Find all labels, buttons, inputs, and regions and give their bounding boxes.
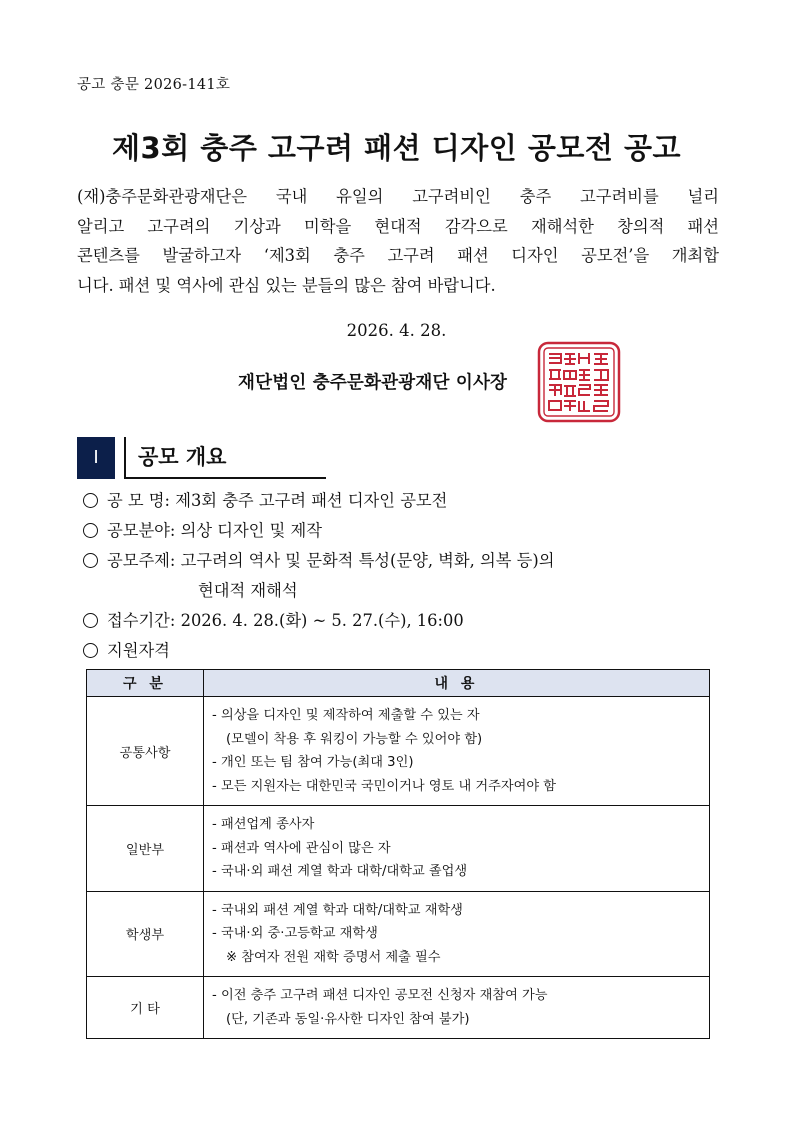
content-line: - 국내·외 패션 계열 학과 대학/대학교 졸업생 bbox=[212, 864, 468, 879]
section-title: 공모 개요 bbox=[138, 445, 227, 469]
item-label: 공 모 명 bbox=[107, 491, 165, 510]
content-line: - 국내·외 중·고등학교 재학생 bbox=[212, 926, 378, 941]
row-content bbox=[204, 891, 710, 977]
circle-bullet-icon bbox=[83, 493, 98, 508]
content-line: - 패션과 역사에 관심이 많은 자 bbox=[212, 840, 391, 856]
row-category: 학생부 bbox=[87, 891, 204, 977]
official-seal-icon bbox=[537, 341, 621, 423]
item-label: 접수기간 bbox=[107, 611, 170, 630]
section-underline bbox=[124, 477, 326, 479]
issuer-name: 재단법인 충주문화관광재단 이사장 bbox=[238, 373, 508, 393]
table-header-row bbox=[87, 670, 710, 697]
table-row bbox=[87, 891, 710, 977]
list-item: 공 모 명: 제3회 충주 고구려 패션 디자인 공모전 bbox=[83, 486, 723, 516]
table-row bbox=[87, 977, 710, 1039]
item-value: 제3회 충주 고구려 패션 디자인 공모전 bbox=[175, 491, 448, 510]
item-value: 고구려의 역사 및 문화적 특성(문양, 벽화, 의복 등)의 bbox=[180, 551, 555, 570]
row-content bbox=[204, 697, 710, 806]
content-line: - 의상을 디자인 및 제작하여 제출할 수 있는 자 bbox=[212, 708, 480, 723]
circle-bullet-icon bbox=[83, 643, 98, 658]
list-item bbox=[83, 636, 723, 666]
item-value: 2026. 4. 28.(화) ~ 5. 27.(수), 16:00 bbox=[180, 611, 464, 630]
intro-paragraph bbox=[77, 182, 719, 300]
content-line: - 이전 충주 고구려 패션 디자인 공모전 신청자 재참여 가능 bbox=[212, 988, 548, 1003]
table-row bbox=[87, 806, 710, 892]
row-content bbox=[204, 806, 710, 892]
circle-bullet-icon bbox=[83, 523, 98, 538]
row-category: 일반부 bbox=[87, 806, 204, 892]
list-item: 공모분야: 의상 디자인 및 제작 bbox=[83, 516, 723, 546]
item-value: 의상 디자인 및 제작 bbox=[180, 521, 322, 540]
content-line: - 패션업계 종사자 bbox=[212, 817, 315, 832]
content-line: ※ 참여자 전원 재학 증명서 제출 필수 bbox=[226, 949, 441, 965]
item-value: 현대적 재해석 bbox=[198, 581, 298, 600]
row-category: 공통사항 bbox=[87, 697, 204, 806]
intro-line: (재)충주문화관광재단은 국내 유일의 고구려비인 충주 고구려비를 널리 bbox=[77, 187, 719, 206]
list-item: 접수기간: 2026. 4. 28.(화) ~ 5. 27.(수), 16:00 bbox=[83, 606, 723, 636]
page-title: 제3회 충주 고구려 패션 디자인 공모전 공고 bbox=[112, 131, 681, 165]
circle-bullet-icon bbox=[83, 553, 98, 568]
intro-line: 알리고 고구려의 기상과 미학을 현대적 감각으로 재해석한 창의적 패션 bbox=[77, 216, 719, 236]
content-line: - 국내외 패션 계열 학과 대학/대학교 재학생 bbox=[212, 902, 463, 918]
item-label: 지원자격 bbox=[107, 641, 170, 660]
row-content bbox=[204, 977, 710, 1039]
content-line: (단, 기존과 동일·유사한 디자인 참여 불가) bbox=[226, 1011, 470, 1027]
list-item-continuation bbox=[83, 576, 723, 606]
table-row bbox=[87, 697, 710, 806]
circle-bullet-icon bbox=[83, 613, 98, 628]
item-label: 공모분야 bbox=[107, 521, 170, 540]
section-number-badge: Ⅰ bbox=[77, 437, 115, 479]
row-category: 기 타 bbox=[87, 977, 204, 1039]
column-header-content: 내 용 bbox=[204, 670, 710, 697]
notice-date: 2026. 4. 28. bbox=[346, 321, 447, 340]
content-line: - 모든 지원자는 대한민국 국민이거나 영토 내 거주자여야 함 bbox=[212, 778, 557, 794]
content-line: (모델이 착용 후 워킹이 가능할 수 있어야 함) bbox=[226, 731, 483, 747]
item-label: 공모주제 bbox=[107, 551, 170, 570]
notice-number: 공고 충문 2026-141호 bbox=[77, 77, 231, 93]
list-item: 공모주제: 고구려의 역사 및 문화적 특성(문양, 벽화, 의복 등)의 bbox=[83, 546, 723, 576]
qualification-table bbox=[86, 669, 710, 1039]
column-header-category: 구 분 bbox=[87, 670, 204, 697]
intro-line: 콘텐츠를 발굴하고자 ‘제3회 충주 고구려 패션 디자인 공모전’을 개최합 bbox=[77, 246, 719, 265]
section-divider bbox=[124, 437, 126, 479]
section-header bbox=[77, 437, 327, 479]
overview-list bbox=[83, 486, 723, 666]
intro-line: 니다. 패션 및 역사에 관심 있는 분들의 많은 참여 바랍니다. bbox=[77, 275, 496, 295]
content-line: - 개인 또는 팀 참여 가능(최대 3인) bbox=[212, 755, 414, 770]
